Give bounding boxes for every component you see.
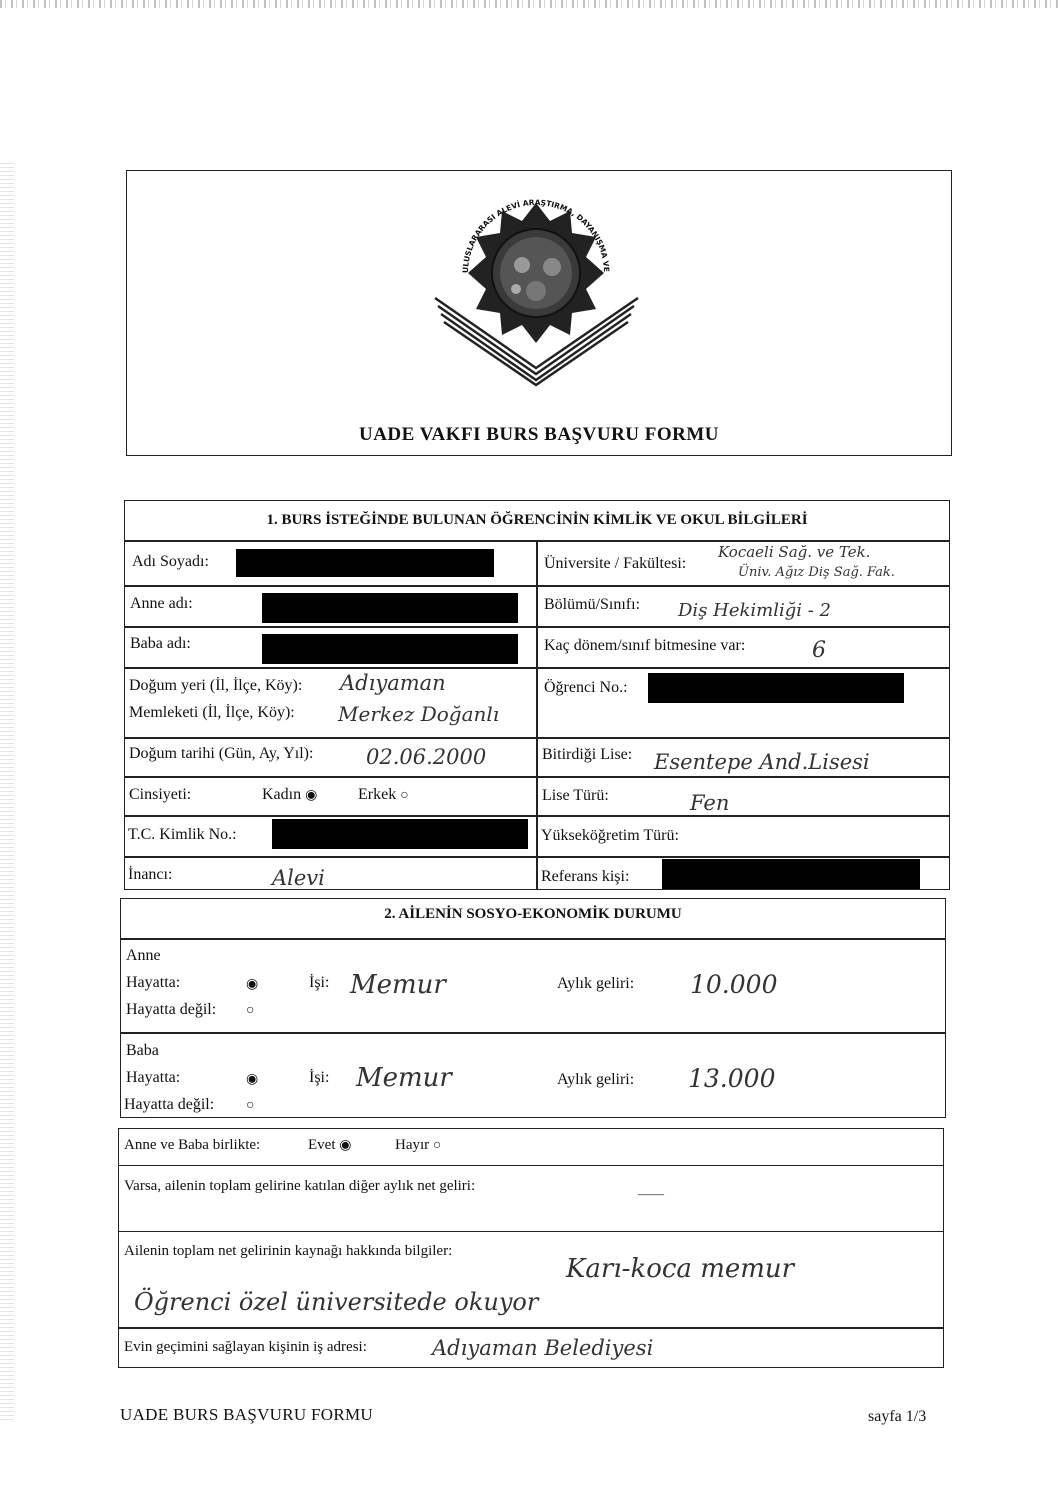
kadin-label: Kadın <box>262 786 302 803</box>
baba-isi-value: Memur <box>356 1063 452 1093</box>
baba-hayatta-degil-label: Hayatta değil: <box>124 1096 215 1113</box>
form-title: UADE VAKFI BURS BAŞVURU FORMU <box>358 424 720 445</box>
universite-label: Üniversite / Fakültesi: <box>544 555 687 572</box>
evet-option <box>308 1137 351 1154</box>
redacted-mother-name <box>262 593 518 623</box>
bolum-value: Diş Hekimliği - 2 <box>678 600 831 621</box>
anne-hayatta-label: Hayatta: <box>126 974 181 991</box>
baba-gelir-value: 13.000 <box>688 1064 776 1093</box>
hayir-label: Hayır <box>395 1137 430 1153</box>
donem-label: Kaç dönem/sınıf bitmesine var: <box>544 637 746 654</box>
section1-title: 1. BURS İSTEĞİNDE BULUNAN ÖĞRENCİNİN KİMLİK VE OKUL BİLGİLERİ <box>266 512 808 528</box>
erkek-label: Erkek <box>358 786 397 803</box>
baba-gelir-label: Aylık geliri: <box>557 1071 635 1088</box>
erkek-radio[interactable]: ○ <box>400 788 409 803</box>
footer-page-number: sayfa 1/3 <box>868 1408 927 1425</box>
ad-soyad-label: Adı Soyadı: <box>132 553 209 570</box>
kadin-option <box>262 786 317 804</box>
ogrenci-no-label: Öğrenci No.: <box>544 679 628 696</box>
evet-label: Evet <box>308 1137 336 1153</box>
bolum-label: Bölümü/Sınıfı: <box>544 596 641 613</box>
anne-hayatta-degil-radio[interactable]: ○ <box>246 1003 255 1018</box>
anne-gelir-value: 10.000 <box>690 970 778 999</box>
diger-gelir-value: —— <box>638 1186 664 1201</box>
anne-heading: Anne <box>126 947 161 964</box>
anne-adi-label: Anne adı: <box>130 595 193 612</box>
kaynak-value-1: Karı-koca memur <box>566 1254 795 1284</box>
anne-isi-value: Memur <box>350 970 446 1000</box>
baba-hayatta-label: Hayatta: <box>126 1069 181 1086</box>
dogum-yeri-value: Adıyaman <box>340 671 446 695</box>
donem-value: 6 <box>812 638 826 663</box>
memleket-label: Memleketi (İl, İlçe, Köy): <box>129 704 295 721</box>
adres-value: Adıyaman Belediyesi <box>432 1336 654 1360</box>
anne-gelir-label: Aylık geliri: <box>557 975 635 992</box>
diger-gelir-label: Varsa, ailenin toplam gelirine katılan diğer aylık net geliri: <box>124 1178 476 1194</box>
kaynak-value-2: Öğrenci özel üniversitede okuyor <box>134 1288 539 1316</box>
redacted-student-no <box>648 673 904 703</box>
universite-value-1: Kocaeli Sağ. ve Tek. <box>718 543 871 561</box>
memleket-value: Merkez Doğanlı <box>338 702 500 726</box>
lise-label: Bitirdiği Lise: <box>542 746 633 763</box>
hayir-option <box>395 1137 441 1154</box>
lise-value: Esentepe And.Lisesi <box>654 750 870 774</box>
anne-hayatta-radio[interactable]: ◉ <box>246 977 259 992</box>
baba-adi-label: Baba adı: <box>130 635 191 652</box>
redacted-name <box>236 549 494 577</box>
diger-gelir-box <box>118 1166 944 1232</box>
lise-turu-value: Fen <box>690 791 730 815</box>
foundation-logo <box>420 178 650 388</box>
anne-isi-label: İşi: <box>309 974 330 991</box>
baba-hayatta-radio[interactable]: ◉ <box>246 1072 259 1087</box>
redacted-tc <box>272 819 528 849</box>
yuksekogretim-label: Yükseköğretim Türü: <box>541 827 679 844</box>
footer-left: UADE BURS BAŞVURU FORMU <box>120 1405 373 1424</box>
dogum-yeri-label: Doğum yeri (İl, İlçe, Köy): <box>129 677 303 694</box>
kadin-radio[interactable]: ◉ <box>305 788 318 803</box>
dogum-tarihi-label: Doğum tarihi (Gün, Ay, Yıl): <box>129 745 314 762</box>
erkek-option <box>358 786 409 804</box>
hayir-radio[interactable]: ○ <box>432 1138 442 1153</box>
redacted-father-name <box>262 634 518 664</box>
baba-heading: Baba <box>126 1042 159 1059</box>
inanc-value: Alevi <box>272 866 325 890</box>
baba-hayatta-degil-radio[interactable]: ○ <box>246 1098 255 1113</box>
section2-title: 2. AİLENİN SOSYO-EKONOMİK DURUMU <box>384 906 682 922</box>
lise-turu-label: Lise Türü: <box>542 787 609 804</box>
tc-label: T.C. Kimlik No.: <box>128 826 237 843</box>
adres-label: Evin geçimini sağlayan kişinin iş adresi: <box>124 1339 367 1355</box>
cinsiyet-label: Cinsiyeti: <box>129 786 192 803</box>
scan-artifact-left <box>0 160 14 1420</box>
anne-hayatta-degil-label: Hayatta değil: <box>126 1001 217 1018</box>
scan-artifact-top <box>0 0 1059 8</box>
redacted-reference <box>662 859 920 889</box>
universite-value-2: Üniv. Ağız Diş Sağ. Fak. <box>738 565 895 580</box>
inanc-label: İnancı: <box>128 866 173 883</box>
birlikte-label: Anne ve Baba birlikte: <box>124 1137 261 1153</box>
section2-box <box>120 898 946 1118</box>
baba-isi-label: İşi: <box>309 1069 330 1086</box>
referans-label: Referans kişi: <box>541 868 630 885</box>
logo-arc-text: ULUSLARARASI ALEVİ ARAŞTIRMA, DAYANIŞMA VE <box>460 197 612 274</box>
evet-radio[interactable]: ◉ <box>339 1138 352 1153</box>
dogum-tarihi-value: 02.06.2000 <box>366 745 487 769</box>
kaynak-label: Ailenin toplam net gelirinin kaynağı hakkında bilgiler: <box>124 1243 453 1259</box>
